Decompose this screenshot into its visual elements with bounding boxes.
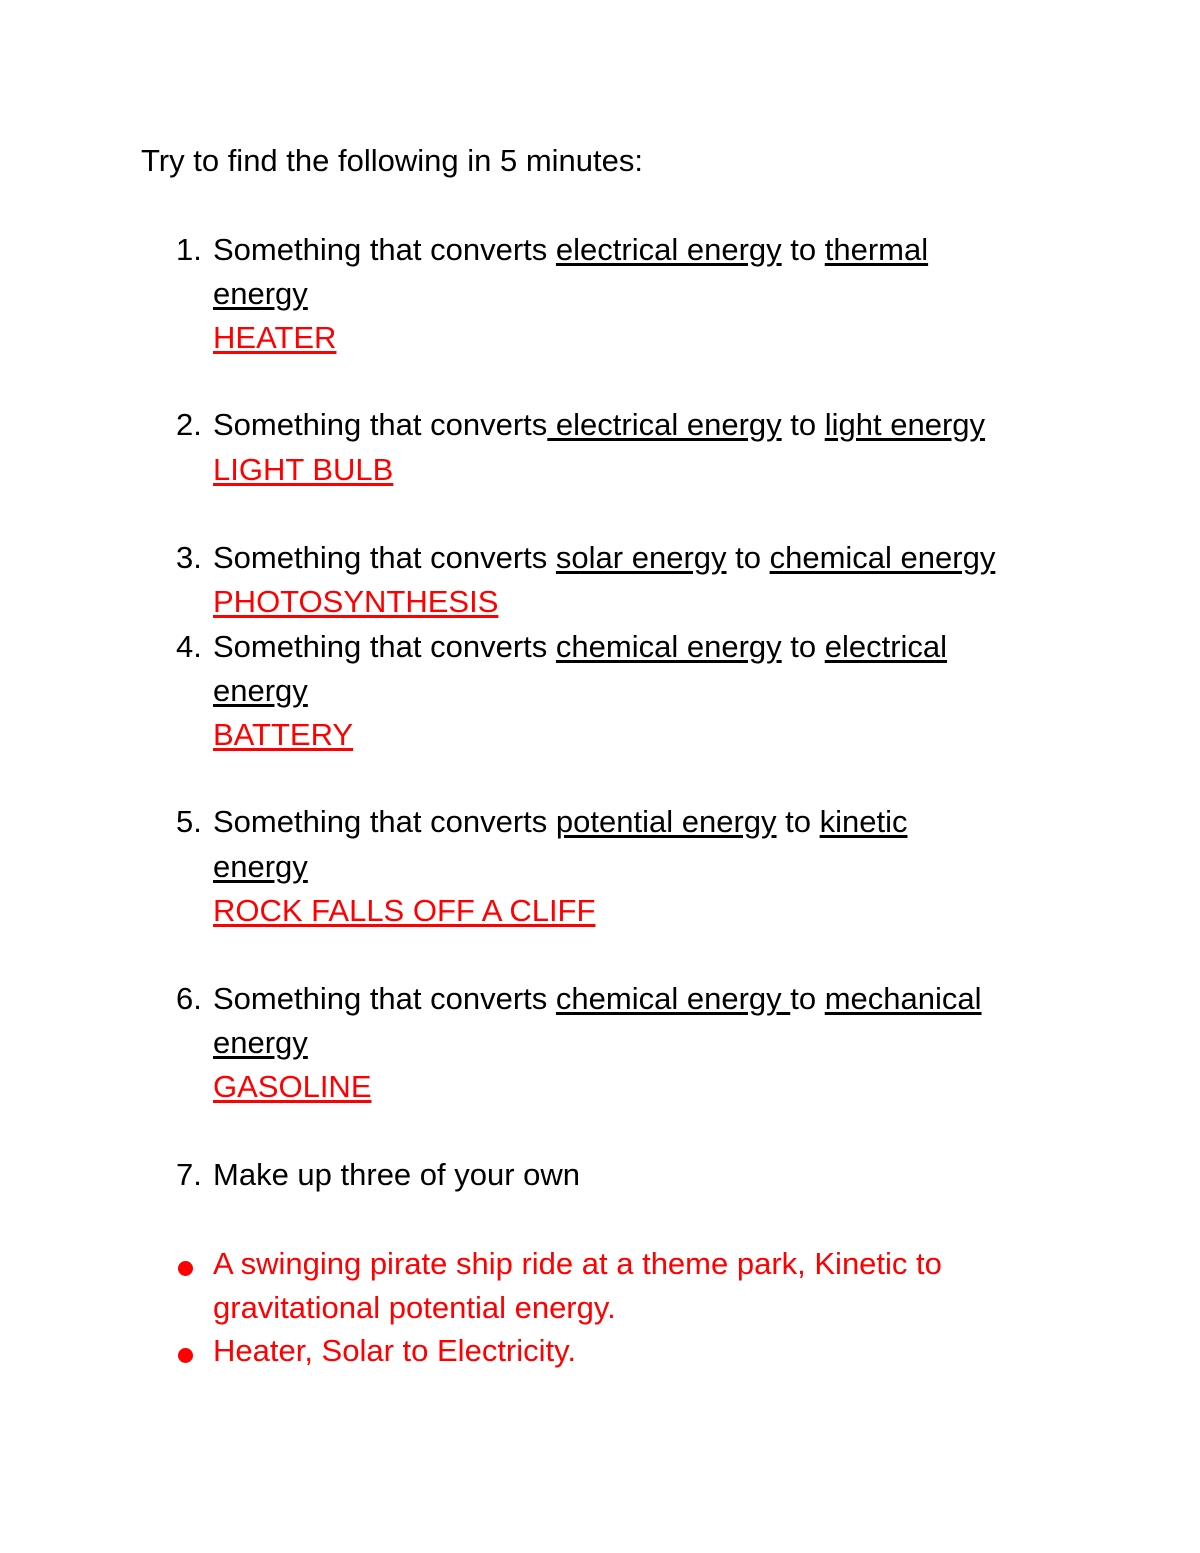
item-1-number: 1. [176,232,202,267]
bullet-2-dot [178,1348,193,1363]
item-3-from-energy: solar energy [555,540,727,575]
item-4-to-energy: electrical [824,629,948,664]
item-5-to-energy-cont: energy [213,849,308,884]
item-2-prefix: Something that converts [213,407,548,442]
item-1-answer: HEATER [213,320,337,355]
item-7-number: 7. [176,1157,202,1192]
item-5-to-energy: kinetic [819,804,908,839]
item-4-question [176,627,947,667]
item-5-mid: to [776,804,820,839]
item-2-mid: to [781,407,825,442]
item-5-from-energy: potential energy [555,804,777,839]
item-2-to-energy: light energy [824,407,986,442]
item-6-from-energy: chemical energy [555,981,791,1016]
bullet-2-line-1: Heater, Solar to Electricity. [213,1333,576,1368]
item-5-question [176,802,908,842]
item-3-number: 3. [176,540,202,575]
item-4-prefix: Something that converts [213,629,556,664]
item-7-question [176,1155,580,1195]
intro-text: Try to find the following in 5 minutes: [141,143,643,178]
item-6-number: 6. [176,981,202,1016]
item-2-question [176,405,985,445]
item-2-from-energy: electrical energy [547,407,782,442]
item-3-prefix: Something that converts [213,540,556,575]
item-2-answer: LIGHT BULB [213,452,394,487]
item-4-number: 4. [176,629,202,664]
item-3-to-energy: chemical energy [769,540,996,575]
item-4-mid: to [781,629,825,664]
item-1-to-energy: thermal [824,232,929,267]
item-1-mid: to [781,232,825,267]
item-1-question [176,230,928,270]
bullet-1-line-1: A swinging pirate ship ride at a theme park, Kinetic to [213,1246,942,1281]
item-1-prefix: Something that converts [213,232,556,267]
bullet-1-line-2: gravitational potential energy. [213,1290,616,1325]
item-1-to-energy-cont: energy [213,276,308,311]
item-3-mid: to [726,540,770,575]
item-2-number: 2. [176,407,202,442]
bullet-1-dot [178,1261,193,1276]
item-6-mid: to [790,981,825,1016]
item-6-question [176,979,982,1019]
item-7-prefix: Make up three of your own [213,1157,581,1192]
item-3-answer: PHOTOSYNTHESIS [213,584,499,619]
item-5-prefix: Something that converts [213,804,556,839]
item-4-to-energy-cont: energy [213,673,308,708]
item-3-question [176,538,995,578]
item-6-to-energy-cont: energy [213,1025,308,1060]
item-4-answer: BATTERY [213,717,354,752]
item-5-number: 5. [176,804,202,839]
item-6-prefix: Something that converts [213,981,556,1016]
item-1-from-energy: electrical energy [555,232,782,267]
item-4-from-energy: chemical energy [555,629,782,664]
item-6-to-energy: mechanical [824,981,982,1016]
item-6-answer: GASOLINE [213,1069,372,1104]
item-5-answer: ROCK FALLS OFF A CLIFF [213,893,596,928]
